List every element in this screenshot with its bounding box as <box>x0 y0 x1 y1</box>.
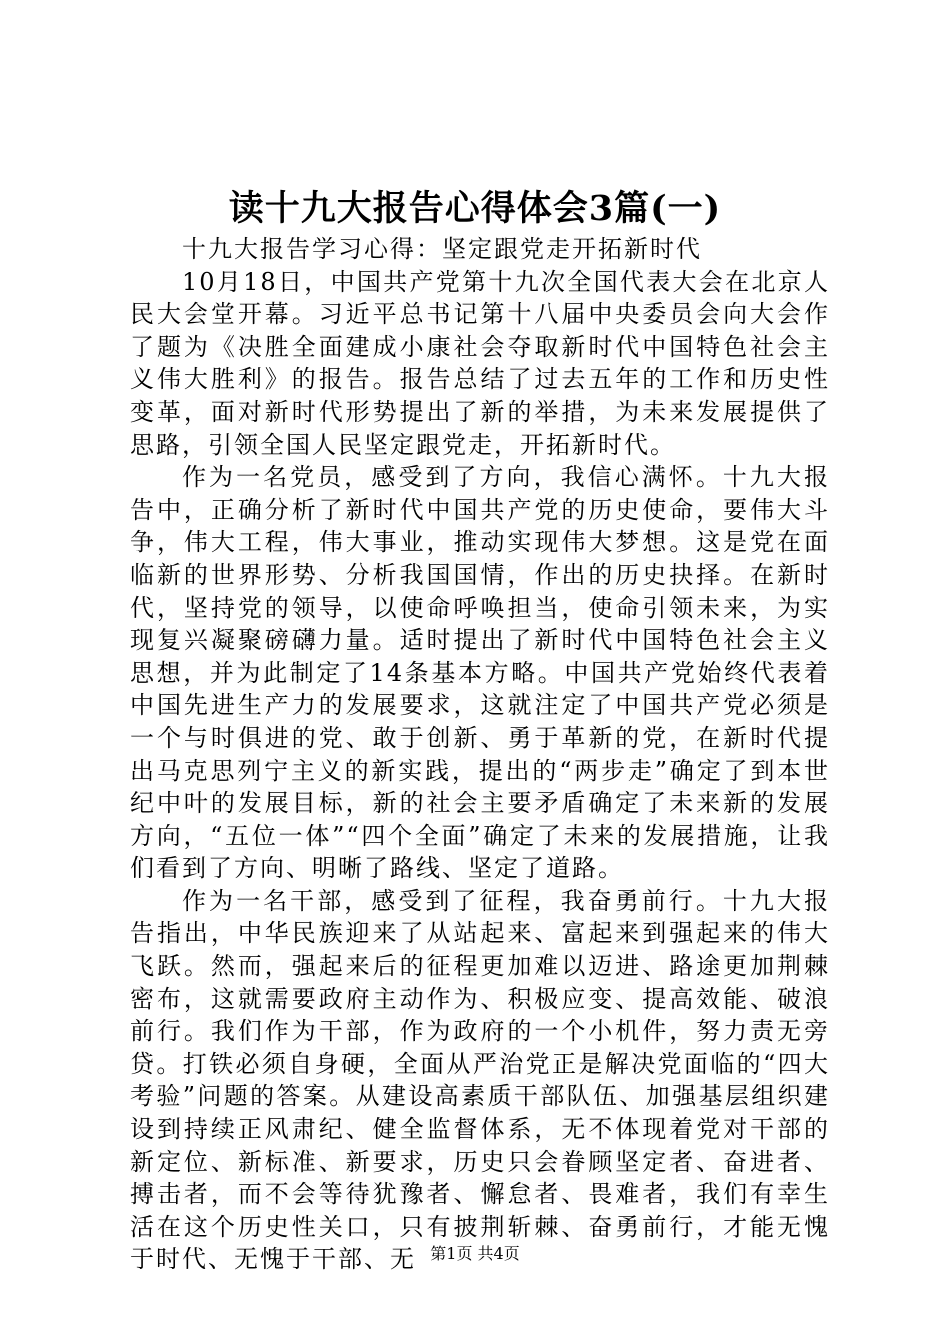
document-subtitle: 十九大报告学习心得：坚定跟党走开拓新时代 <box>182 235 702 263</box>
document-title: 读十九大报告心得体会3篇(一) <box>228 188 722 229</box>
page-footer: 第1页 共4页 <box>430 1244 520 1263</box>
paragraph-1: 10月18日，中国共产党第十九次全国代表大会在北京人民大会堂开幕。习近平总书记第十八届中央委员会向大会作了题为《决胜全面建成小康社会夺取新时代中国特色社会主义伟大胜利》的报告。报告总结了过去五年的工作和历史性变革，面对新时代形势提出了新的举措，为未来发展提供了思路，引领全国人民坚定跟党走，开拓新时代。 <box>130 267 830 459</box>
paragraph-2: 作为一名党员，感受到了方向，我信心满怀。十九大报告中，正确分析了新时代中国共产党的历史使命，要伟大斗争，伟大工程，伟大事业，推动实现伟大梦想。这是党在面临新的世界形势、分析我国国情，作出的历史抉择。在新时代，坚持党的领导，以使命呼唤担当，使命引领未来，为实现复兴凝聚磅礴力量。适时提出了新时代中国特色社会主义思想，并为此制定了14条基本方略。中国共产党始终代表着中国先进生产力的发展要求，这就注定了中国共产党必须是一个与时俱进的党、敢于创新、勇于革新的党，在新时代提出马克思列宁主义的新实践，提出的“两步走”确定了到本世纪中叶的发展目标，新的社会主要矛盾确定了未来新的发展方向，“五位一体”“四个全面”确定了未来的发展措施，让我们看到了方向、明晰了路线、坚定了道路。 <box>130 463 830 883</box>
document-body <box>130 233 830 1276</box>
paragraph-3: 作为一名干部，感受到了征程，我奋勇前行。十九大报告指出，中华民族迎来了从站起来、富起来到强起来的伟大飞跃。然而，强起来后的征程更加难以迈进、路途更加荆棘密布，这就需要政府主动作为、积极应变、提高效能、破浪前行。我们作为干部，作为政府的一个小机件，努力责无旁贷。打铁必须自身硬，全面从严治党正是解决党面临的“四大考验”问题的答案。从建设高素质干部队伍、加强基层组织建设到持续正风肃纪、健全监督体系，无不体现着党对干部的新定位、新标准、新要求，历史只会眷顾坚定者、奋进者、搏击者，而不会等待犹豫者、懈怠者、畏难者，我们有幸生活在这个历史性关口，只有披荆斩棘、奋勇前行，才能无愧于时代、无愧于干部、无 <box>130 886 830 1274</box>
